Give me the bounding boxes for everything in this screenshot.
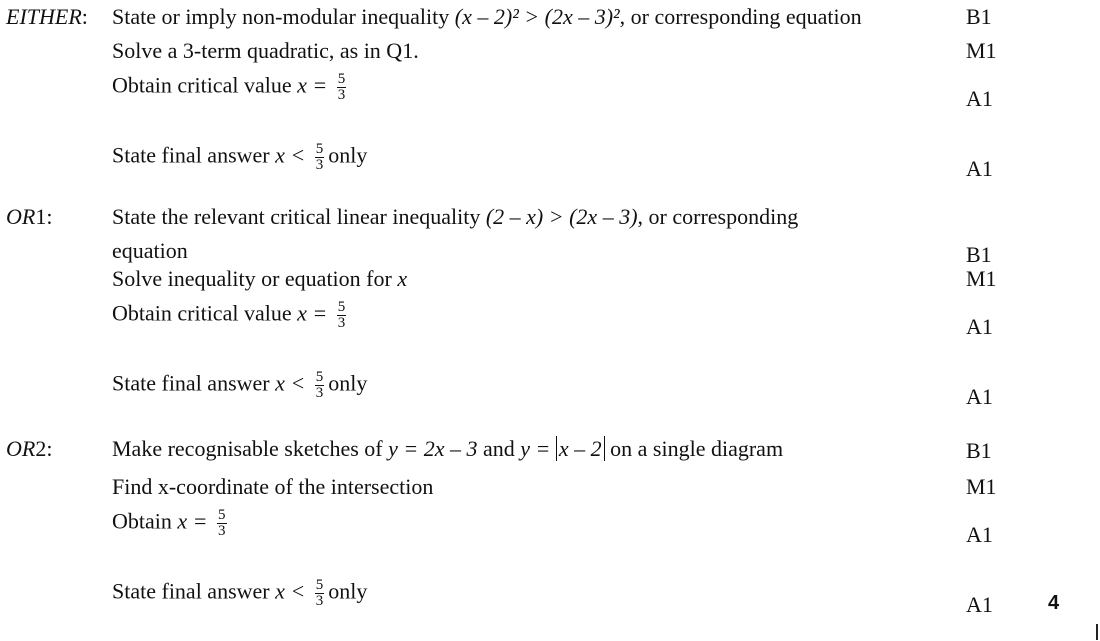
fraction: $\frac{5}{3}$ — [337, 71, 346, 103]
fraction: $\frac{5}{3}$ — [337, 299, 346, 331]
or1-line-4: Obtain critical value x = $\frac{5}{3}$ — [112, 299, 346, 331]
either-line-2: Solve a 3-term quadratic, as in Q1. — [112, 38, 419, 63]
either-mark-2: M1 — [966, 38, 997, 63]
or1-line-2: equation — [112, 238, 188, 263]
or1-line-1: State the relevant critical linear inequality (2 – x) > (2x – 3), or corresponding — [112, 204, 799, 229]
or1-line-5: State final answer x < $\frac{5}{3}$ only — [112, 369, 368, 401]
or2-mark-2: M1 — [966, 474, 997, 499]
absolute-value: x – 2 — [556, 436, 605, 461]
either-mark-4: A1 — [966, 156, 993, 181]
fraction: $\frac{5}{3}$ — [218, 507, 226, 539]
fraction: $\frac{5}{3}$ — [315, 141, 324, 173]
or2-line-3: Obtain x = $\frac{5}{3}$ — [112, 507, 226, 539]
either-mark-3: A1 — [966, 86, 993, 111]
or1-mark-3: M1 — [966, 266, 997, 291]
or2-mark-3: A1 — [966, 522, 993, 547]
or2-line-1: Make recognisable sketches of y = 2x – 3 and y = x – 2 on a single diagram — [112, 436, 784, 461]
total-marks: 4 — [1048, 592, 1060, 614]
label-either: EITHER: — [6, 4, 88, 29]
either-line-3: Obtain critical value x = $\frac{5}{3}$ — [112, 71, 346, 103]
either-line-4: State final answer x < $\frac{5}{3}$ only — [112, 141, 368, 173]
label-or1: OR1: — [6, 204, 53, 229]
or1-mark-5: A1 — [966, 384, 993, 409]
fraction: $\frac{5}{3}$ — [315, 369, 324, 401]
fraction: $\frac{5}{3}$ — [315, 577, 324, 609]
or1-mark-2: B1 — [966, 242, 992, 267]
or2-mark-4: A1 — [966, 592, 993, 617]
either-line-1: State or imply non-modular inequality (x – 2)² > (2x – 3)², or corresponding equation — [112, 4, 862, 29]
or1-mark-4: A1 — [966, 314, 993, 339]
either-mark-1: B1 — [966, 4, 992, 29]
label-or2: OR2: — [6, 436, 53, 461]
text-cursor — [1096, 624, 1098, 640]
or2-mark-1: B1 — [966, 438, 992, 463]
or2-line-4: State final answer x < $\frac{5}{3}$ only — [112, 577, 368, 609]
or1-line-3: Solve inequality or equation for x — [112, 266, 408, 291]
or2-line-2: Find x-coordinate of the intersection — [112, 474, 434, 499]
